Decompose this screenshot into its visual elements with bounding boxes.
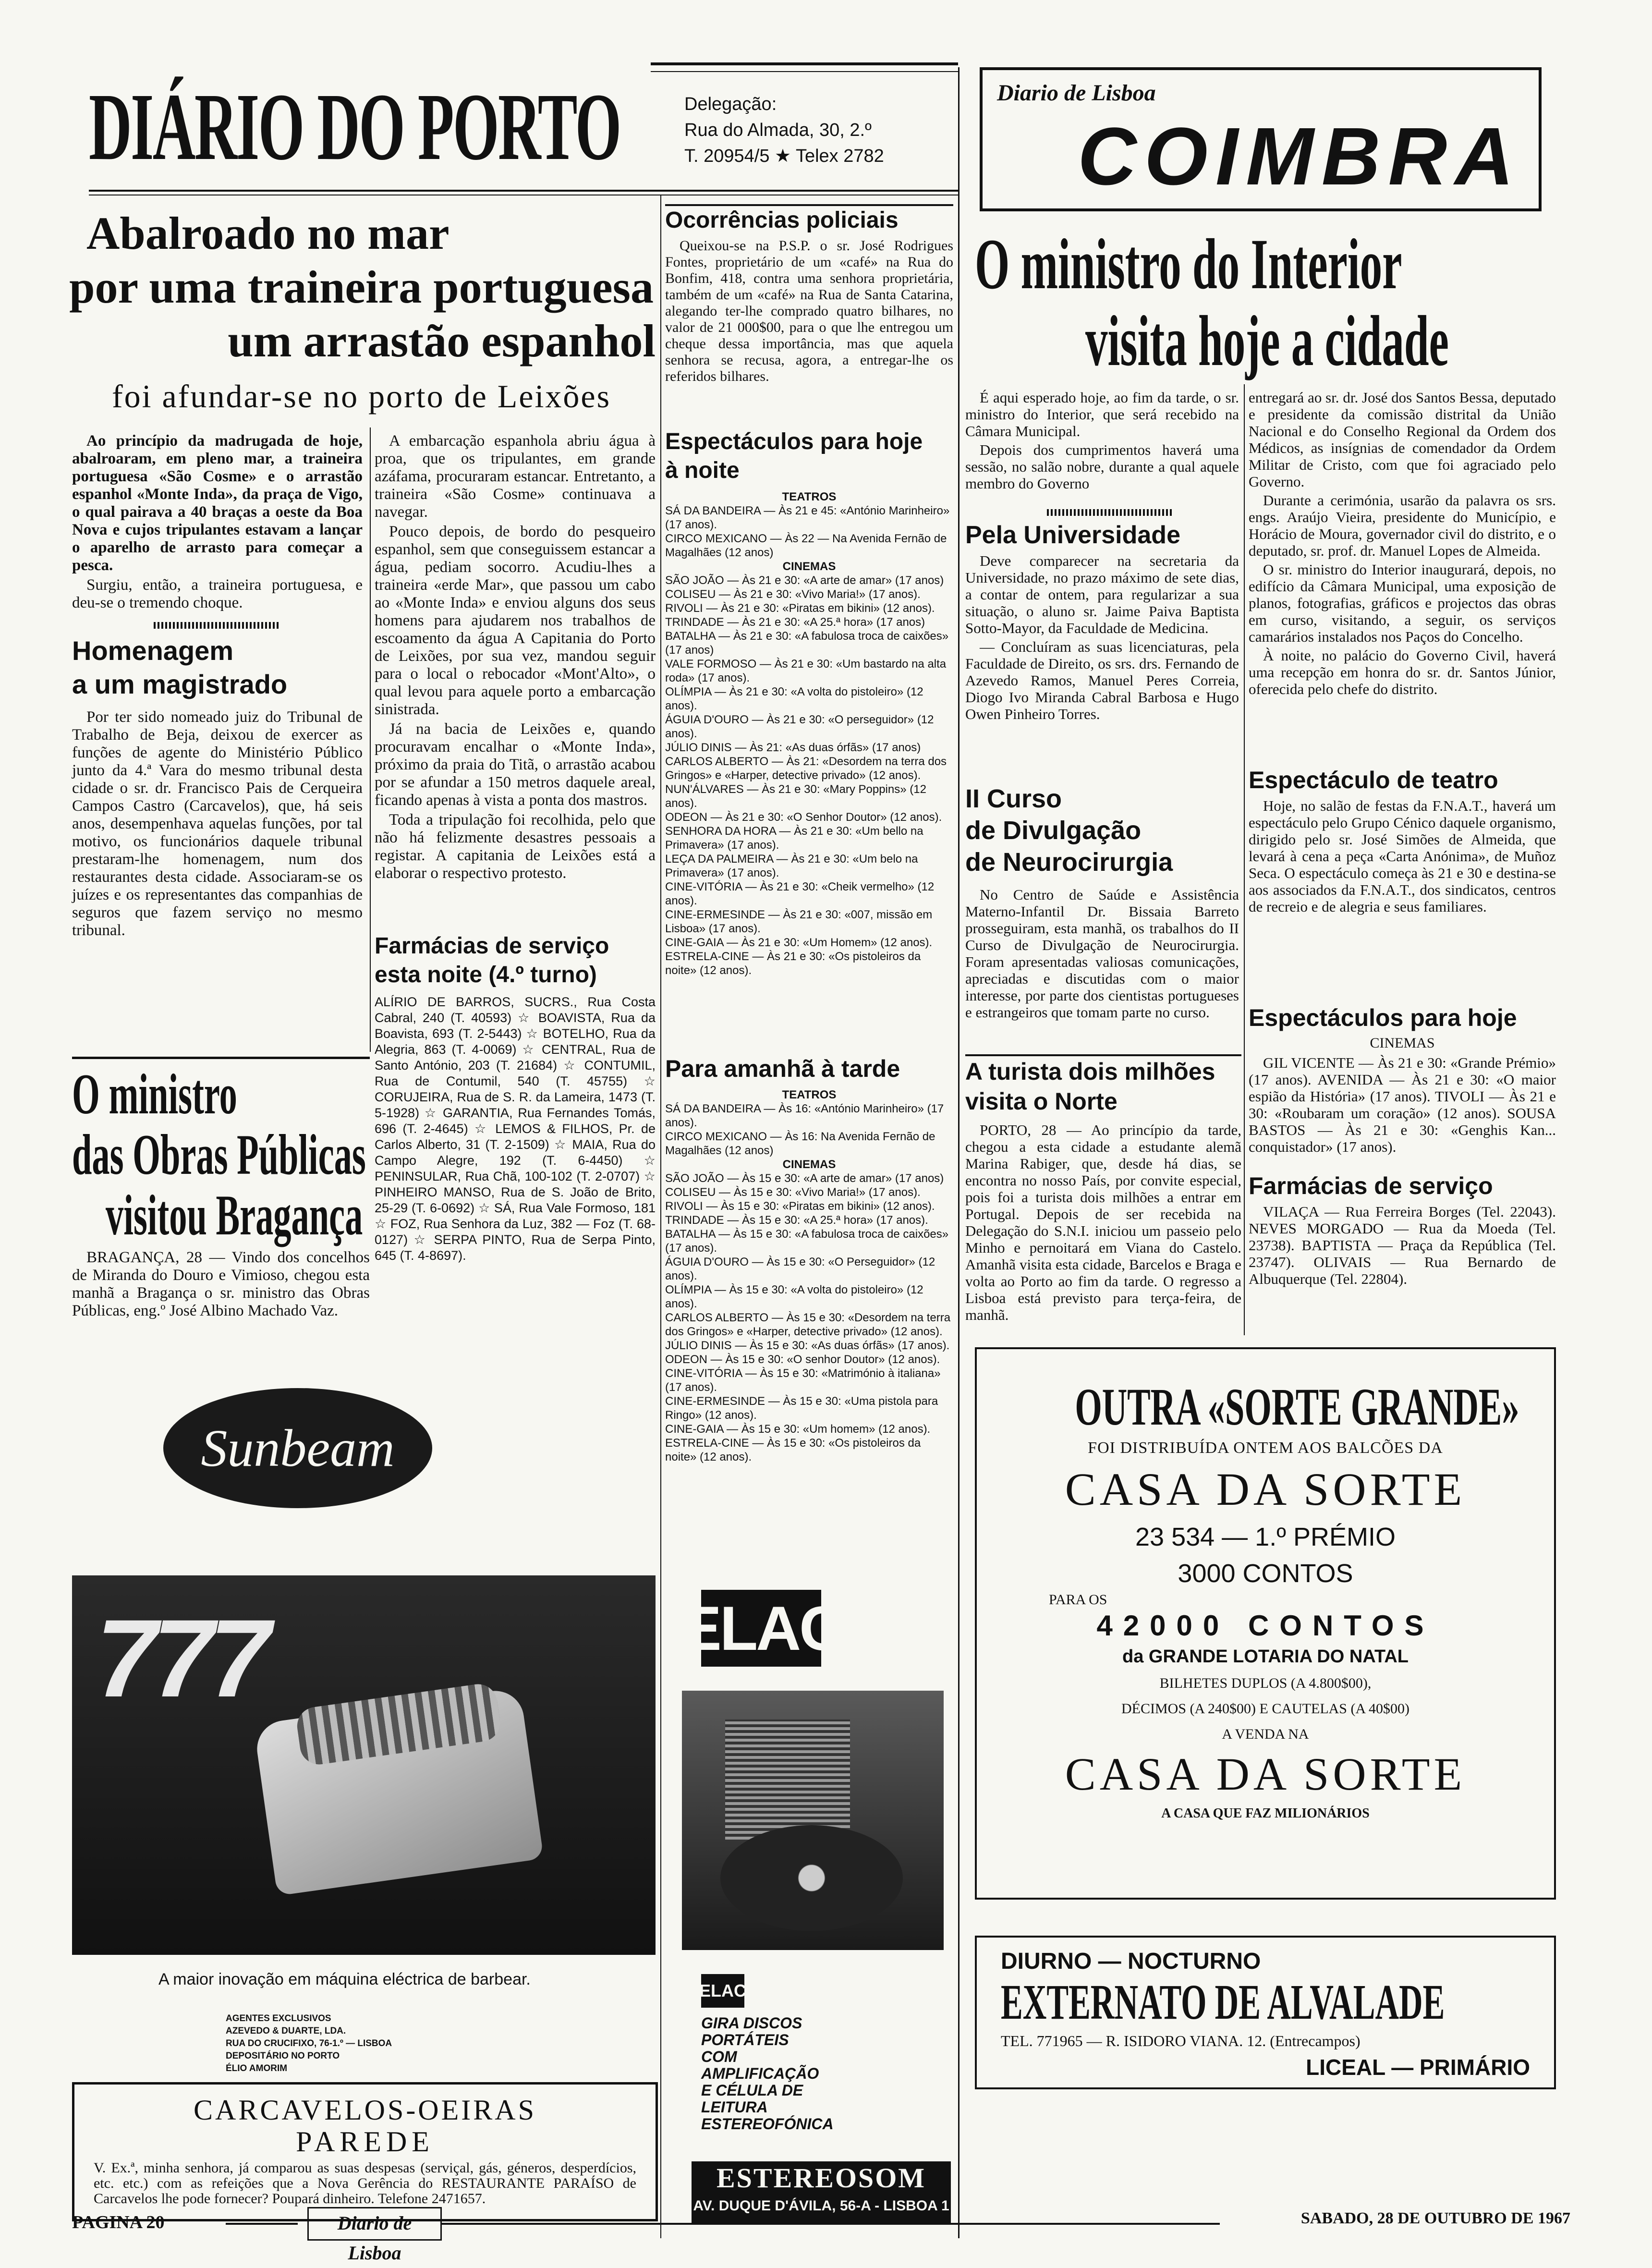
espectaculos-tarde-title: Para amanhã à tarde xyxy=(665,1055,900,1082)
ministro-obras-text: BRAGANÇA, 28 — Vindo dos concelhos de Miranda do Douro e Vimioso, chegou esta manhã a Bragança o sr. ministro das Obras Públicas, eng.º José Albino Machado Vaz. xyxy=(72,1249,370,1319)
ocorrencias-title: Ocorrências policiais xyxy=(665,207,899,233)
record-disc xyxy=(720,1825,903,1931)
ministro-interior-title: O ministro do Interior visita hoje a cidade xyxy=(975,224,1449,381)
teatro-coimbra-text: Hoje, no salão de festas da F.N.A.T., haverá um espectáculo pelo Grupo Cénico daquele organismo, dirigido pelo sr. José Simões de Almeida, que levará à cena a peça «Carta Anónima», de Muñoz Seca. O espectáculo começa às 21 e 30 e destina-se aos associados da F.N.A.T., dos sindicatos, centros de recreio e de alegria e seus familiares. xyxy=(1249,797,1556,915)
coimbra-header: Diario de Lisboa COIMBRA xyxy=(980,67,1542,211)
ministro-interior-col1: É aqui esperado hoje, ao fim da tarde, o sr. ministro do Interior, que será recebido na Câmara Municipal. Depois dos cumprimentos haverá uma sessão, no salão nobre, durante a qual aquele membro do Governo xyxy=(965,389,1239,492)
abalroado-col2: A embarcação espanhola abriu água à proa, que os tripulantes, em grande azáfama, procuraram estancar. Entretanto, a traineira «São Cosme» continuava a navegar. Pouco depois, de bordo do pesqueiro espanhol, sem que conseguissem estancar a água, pediam socorro. Acudiu-lhes a traineira «erde Mar», que passou um cabo ao «Monte Inda» e enviou alguns dos seus homens para ajudarem nos trabalhos de escoamento da água A Capitania do Porto de Leixões, por sua vez, mandou seguir para o local o rebocador «Mont'Alto», o qual levou para aquele porto a embarcação sinistrada. Já na bacia de Leixões e, quando procuravam encalhar o «Monte Inda», próximo da praia do Titã, o arrastão acabou por se afundar a 150 metros daquele areal, ficando apenas à vista a ponta dos mastros. Toda a tripulação foi recolhida, pelo que não há felizmente desastres pessoais a registar. A capitania de Leixões está a elaborar o respectivo protesto. xyxy=(375,432,656,882)
homenagem-text: Por ter sido nomeado juiz do Tribunal de Trabalho de Beja, deixou de exercer as funções de agente do Ministério Público junto da 4.ª Vara do mesmo tribunal desta cidade o sr. dr. Francisco Pais de Cerqueira Campos Castro (Carcavelos), que, há seis anos, desempenhava aquelas funções, por tal motivo, os funcionários daquele tribunal prestaram-lhe homenagem, num dos restaurantes desta cidade. Associaram-se os juízes e os representantes das companhias de seguros que fazem serviço no mesmo tribunal. xyxy=(72,708,363,939)
carcavelos-ad: CARCAVELOS-OEIRAS PAREDE V. Ex.ª, minha senhora, já comparou as suas despesas (serviçal, gás, géneros, desperdícios, etc. etc.) com as refeições que a Nova Gerência do RESTAURANTE PARAÍSO de Carcavelos lhe pode fornecer? Poupará dinheiro. Telefone 2471657. xyxy=(72,2082,658,2221)
farmacias-coimbra-text: VILAÇA — Rua Ferreira Borges (Tel. 22043). NEVES MORGADO — Rua da Moeda (Tel. 23738). BAPTISTA — Praça da República (Tel. 23747). OLIVAIS — Rua Bernardo de Albuquerque (Tel. 22804). xyxy=(1249,1203,1556,1287)
abalroado-subhead: foi afundar-se no porto de Leixões xyxy=(111,378,611,415)
farmacias-porto-title: Farmácias de serviço esta noite (4.º turno) xyxy=(375,933,609,988)
homenagem-title: Homenagem a um magistrado xyxy=(72,635,288,699)
espectaculos-noite-list: TEATROS SÁ DA BANDEIRA — Às 21 e 45: «António Marinheiro» (17 anos). CIRCO MEXICANO — Às 22 — Na Avenida Fernão de Magalhães (12 anos) CINEMAS SÃO JOÃO — Às 21 e 30: «A arte de amar» (17 anos) COLISEU — Às 21 e 30: «Vivo Maria!» (17 anos). RIVOLI — Às 21 e 30: «Piratas em bikini» (12 anos). TRINDADE — Às 21 e 30: «A 25.ª hora» (17 anos) BATALHA — Às 21 e 30: «A fabulosa troca de caixões» (17 anos) VALE FORMOSO — Às 21 e 30: «Um bastardo na alta roda» (17 anos). OLÍMPIA — Às 21 e 30: «A volta do pistoleiro» (12 anos). ÁGUIA D'OURO — Às 21 e 30: «O perseguidor» (12 anos). JÚLIO DINIS — Às 21: «As duas órfãs» (17 anos) CARLOS ALBERTO — Às 21: «Desordem na terra dos Gringos» e «Harper, detective privado» (12 anos). NUN'ÁLVARES — Às 21 e 30: «Mary Poppins» (12 anos). ODEON — Às 21 e 30: «O Senhor Doutor» (12 anos). SENHORA DA HORA — Às 21 e 30: «Um bello na Primavera» (17 anos). LEÇA DA PALMEIRA — Às 21 e 30: «Um belo na Primavera» (17 anos). CINE-VITÓRIA — Às 21 e 30: «Cheik vermelho» (12 anos). CINE-ERMESINDE — Às 21 e 30: «007, missão em Lisboa» (17 anos). CINE-GAIA — Às 21 e 30: «Um Homem» (12 anos). ESTRELA-CINE — Às 21 e 30: «Os pistoleiros da noite» (12 anos). xyxy=(665,490,950,977)
elac-banner: ESTEREOSOM AV. DUQUE D'ÁVILA, 56-A - LISBOA 1 xyxy=(692,2161,951,2224)
espectaculos-coimbra-title: Espectáculos para hoje xyxy=(1249,1004,1517,1031)
sunbeam-tagline: A maior inovação em máquina eléctrica de barbear. xyxy=(158,1970,531,1988)
espectaculos-coimbra-sub: CINEMAS xyxy=(1370,1035,1435,1051)
shaver-image: 777 xyxy=(72,1575,656,1955)
footer-brand: Diario de Lisboa xyxy=(307,2207,442,2241)
teatro-coimbra-title: Espectáculo de teatro xyxy=(1249,767,1498,793)
footer-date: SABADO, 28 DE OUTUBRO DE 1967 xyxy=(1300,2209,1570,2227)
ocorrencias-text: Queixou-se na P.S.P. o sr. José Rodrigues Fontes, proprietário de um «café» na Rua do Bonfim, 418, contra uma senhora proprietária, também de um «café» na Rua de Santa Catarina, alegando ter-lhe comprado quatro bilhares, no valor de 21 000$00, para o que lhe entregou um cheque dessa importância, mas que aquela senhora se recusa, agora, a entregar-lhe os referidos bilhares. xyxy=(665,238,953,384)
espectaculos-noite-title: Espectáculos para hoje à noite xyxy=(665,429,923,483)
neurocirurgia-text: No Centro de Saúde e Assistência Materno-Infantil Dr. Bissaia Barreto prosseguiram, esta manhã, os trabalhos do II Curso de Divulgação de Neurocirurgia. Foram apresentadas valiosas comunicações, apreciadas e discutidas com o maior interesse, por parte dos cientistas portugueses e estrangeiros que tomam parte no curso. xyxy=(965,886,1239,1021)
elac-small-logo: ELAC xyxy=(701,1974,744,2008)
ministro-obras-title: O ministro das Obras Públicas visitou Bragança xyxy=(72,1062,366,1247)
abalroado-col1: Ao princípio da madrugada de hoje, abalroaram, em pleno mar, a traineira portuguesa «São Cosme» e o arrastão espanhol «Monte Inda», da praça de Vigo, o qual pairava a 40 braças a oeste da Boa Nova e cujos tripulantes estavam a lançar o aparelho de arrasto para começar a pesca. Surgiu, então, a traineira portuguesa, e deu-se o tremendo choque. xyxy=(72,432,363,611)
neurocirurgia-title: II Curso de Divulgação de Neurocirurgia xyxy=(965,784,1173,877)
ministro-interior-col2: entregará ao sr. dr. José dos Santos Bessa, deputado e presidente da comissão distrital da União Nacional e do Conselho Regional da Ordem dos Médicos, as insígnias de comendador da Ordem Militar de Cristo, com que foi agraciado pelo Governo. Durante a cerimónia, usarão da palavra os srs. engs. Araújo Vieira, presidente do Município, e Horácio de Moura, governador civil do distrito, e o deputado, sr. prof. dr. Manuel Lopes de Almeida. O sr. ministro do Interior inaugurará, depois, no edifício da Câmara Municipal, uma exposição de planos, fotografias, gráficos e projectos das obras em curso, visitando, a seguir, os serviços camarários instalados nos Paços do Concelho. À noite, no palácio do Governo Civil, haverá uma recepção em honra do sr. dr. Santos Júnior, oferecida pelo chefe do distrito. xyxy=(1249,389,1556,697)
sunbeam-agents: AGENTES EXCLUSIVOS AZEVEDO & DUARTE, LDA. RUA DO CRUCIFIXO, 76-1.º — LISBOA DEPOSITÁRIO NO PORTO ÉLIO AMORIM xyxy=(226,2013,392,2073)
turista-text: PORTO, 28 — Ao princípio da tarde, chegou a esta cidade a estudante alemã Marina Rabiger, que, desde há dias, se encontra no nosso País, por convite especial, pois foi a turista dois milhões a entrar em Portugal. Depois de ser recebida na Delegação do S.N.I. iniciou um passeio pelo Minho e pernoitará em Viana do Castelo. Amanhã visita esta cidade, Barcelos e Braga e volta ao Porto ao fim da tarde. O regresso a Lisboa está previsto para terça-feira, de manhã. xyxy=(965,1122,1241,1323)
espectaculos-coimbra-text: GIL VICENTE — Às 21 e 30: «Grande Prémio» (17 anos). AVENIDA — Às 21 e 30: «O maior espião da História» (17 anos). TIVOLI — Às 21 e 30: «Roubaram um coração» (12 anos). SOUSA BASTOS — Às 21 e 30: «Genghis Kan... conquistador» (17 anos). xyxy=(1249,1054,1556,1155)
farmacias-coimbra-title: Farmácias de serviço xyxy=(1249,1172,1493,1199)
sunbeam-logo: Sunbeam xyxy=(163,1388,432,1508)
externato-ad: DIURNO — NOCTURNO EXTERNATO DE ALVALADE TEL. 771965 — R. ISIDORO VIANA. 12. (Entrecampos) LICEAL — PRIMÁRIO xyxy=(975,1936,1556,2089)
sunbeam-ad xyxy=(72,1345,656,1964)
elac-ad xyxy=(672,1566,953,2238)
sorte-grande-ad: OUTRA «SORTE GRANDE» FOI DISTRIBUÍDA ONTEM AOS BALCÕES DA CASA DA SORTE 23 534 — 1.º PRÉMIO 3000 CONTOS PARA OS 42000 CONTOS da GRANDE LOTARIA DO NATAL BILHETES DUPLOS (A 4.800$00), DÉCIMOS (A 240$00) E CAUTELAS (A 40$00) A VENDA NA CASA DA SORTE A CASA QUE FAZ MILIONÁRIOS xyxy=(975,1347,1556,1900)
universidade-text: Deve comparecer na secretaria da Universidade, no prazo máximo de sete dias, a contar de ontem, para regularizar a sua situação, o aluno sr. Jaime Paiva Baptista Sotto-Mayor, da Faculdade de Medicina. — Concluíram as suas licenciaturas, pela Faculdade de Direito, os srs. drs. Fernando de Azevedo Ramos, Manuel Peres Correia, Diogo Ivo Miranda Cabral Barbosa e Hugo Owen Pinheiro Torres. xyxy=(965,552,1239,722)
record-player-grille xyxy=(725,1719,850,1840)
abalroado-headline: Abalroado no mar por uma traineira portuguesa um arrastão espanhol xyxy=(69,207,656,366)
elac-logo: ELAC xyxy=(701,1590,821,1667)
elac-copy: GIRA DISCOS PORTÁTEIS COM AMPLIFICAÇÃO E CÉLULA DE LEITURA ESTEREOFÓNICA xyxy=(701,2014,834,2133)
masthead-title: DIÁRIO DO PORTO xyxy=(89,74,620,180)
footer-page: PAGINA 20 xyxy=(72,2212,165,2232)
record-player-image xyxy=(682,1691,944,1950)
espectaculos-tarde-list: TEATROS SÁ DA BANDEIRA — Às 16: «António Marinheiro» (17 anos). CIRCO MEXICANO — Às 16: Na Avenida Fernão de Magalhães (12 anos) CINEMAS SÃO JOÃO — Às 15 e 30: «A arte de amar» (17 anos) COLISEU — Às 15 e 30: «Vivo Maria!» (17 anos). RIVOLI — Às 15 e 30: «Piratas em bikini» (12 anos). TRINDADE — Às 15 e 30: «A 25.ª hora» (17 anos). BATALHA — Às 15 e 30: «A fabulosa troca de caixões» (17 anos). ÁGUIA D'OURO — Às 15 e 30: «O Perseguidor» (12 anos). OLÍMPIA — Às 15 e 30: «A volta do pistoleiro» (12 anos). CARLOS ALBERTO — Às 15 e 30: «Desordem na terra dos Gringos» e «Harper, detective privado» (12 anos). JÚLIO DINIS — Às 15 e 30: «As duas órfãs» (17 anos). ODEON — Às 15 e 30: «O senhor Doutor» (12 anos). CINE-VITÓRIA — Às 15 e 30: «Matrimónio à italiana» (17 anos). CINE-ERMESINDE — Às 15 e 30: «Uma pistola para Ringo» (12 anos). CINE-GAIA — Às 15 e 30: «Um homem» (12 anos). ESTRELA-CINE — Às 15 e 30: «Os pistoleiros da noite» (12 anos). xyxy=(665,1088,951,1463)
farmacias-porto-text: ALÍRIO DE BARROS, SUCRS., Rua Costa Cabral, 240 (T. 40593) ☆ BOAVISTA, Rua da Boavista, 693 (T. 2-5443) ☆ BOTELHO, Rua da Alegria, 863 (T. 4-0069) ☆ CENTRAL, Rua de Santo António, 203 (T. 21684) ☆ CONTUMIL, Rua de Contumil, 540 (T. 45755) ☆ CORUJEIRA, Rua de S. R. da Lameira, 1473 (T. 5-1928) ☆ GARANTIA, Rua Fernandes Tomás, 696 (T. 2-4645) ☆ LEMOS & FILHOS, Pr. de Carlos Alberto, 31 (T. 2-1509) ☆ MAIA, Rua do Campo Alegre, 192 (T. 6-4450) ☆ PENINSULAR, Rua Chã, 100-102 (T. 2-0707) ☆ PINHEIRO MANSO, Rua de S. João de Brito, 25-29 (T. 6-0692) ☆ SÁ, Rua Vale Formoso, 181 ☆ FOZ, Rua Senhora da Luz, 382 — Foz (T. 68-0127) ☆ SERPA PINTO, Rua de Serpa Pinto, 645 (T. 4-8697). xyxy=(375,995,656,1263)
masthead-delegacao: Delegação: Rua do Almada, 30, 2.º T. 20954/5 ★ Telex 2782 xyxy=(684,94,884,166)
turista-title: A turista dois milhões visita o Norte xyxy=(965,1058,1215,1115)
universidade-title: Pela Universidade xyxy=(965,521,1180,549)
